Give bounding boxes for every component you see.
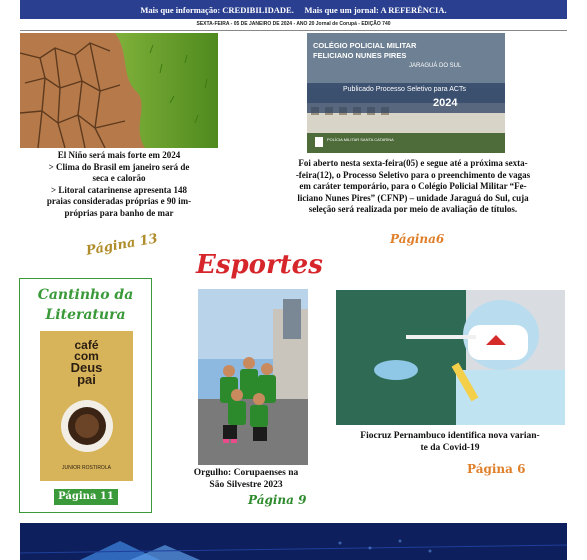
book-line2: com	[74, 349, 99, 363]
literatura-box[interactable]	[19, 278, 152, 513]
covid-caption	[328, 430, 572, 454]
image-city: JARAGUÁ DO SUL	[409, 63, 462, 69]
book-line4: pai	[77, 372, 96, 387]
colegio-image[interactable]	[307, 33, 505, 153]
page-ref-6-top[interactable]: Página6	[390, 232, 445, 246]
image-title-2: FELICIANO NUNES PIRES	[313, 51, 407, 60]
caption-line: -feira(12), o Processo Seletivo para o preenchimento de vagas	[295, 169, 531, 180]
section-title-esportes: Esportes	[196, 250, 323, 280]
book-author: JUNIOR ROSTIROLA	[62, 465, 111, 471]
caption-line: São Silvestre 2023	[209, 480, 283, 490]
page-ref-13[interactable]: Página 13	[85, 231, 159, 259]
caption-line: Fiocruz Pernambuco identifica nova varian-	[360, 431, 540, 441]
el-nino-image[interactable]	[20, 33, 218, 148]
image-title-1: COLÉGIO POLICIAL MILITAR	[313, 41, 417, 50]
sports-caption	[176, 467, 316, 491]
caption-line: praias consideradas próprias e 90 im-	[46, 196, 192, 206]
footer-band	[20, 523, 567, 560]
book-line3: Deus	[70, 360, 103, 375]
el-nino-caption	[20, 150, 218, 219]
slogan-right: Mais que um jornal: A REFERÊNCIA.	[304, 5, 447, 15]
caption-line: próprias para banho de mar	[64, 207, 174, 218]
dateline: SEXTA-FEIRA - 05 DE JANEIRO DE 2024 - ANO 20 Jornal de Corupá - EDIÇÃO 740	[196, 21, 391, 27]
covid-photo[interactable]	[336, 290, 565, 425]
page-ref-9[interactable]: Página 9	[248, 493, 307, 507]
caption-line: seleção será realizada por meio de avaliação de títulos.	[308, 204, 518, 214]
coffee-cup-icon	[56, 395, 118, 457]
caption-line: seca e calorão	[92, 173, 146, 183]
caption-line: > Clima do Brasil em janeiro será de	[48, 161, 190, 172]
image-subtitle: Publicado Processo Seletivo para ACTs	[343, 86, 466, 93]
page-ref-11[interactable]: Página 11	[54, 489, 118, 505]
divider	[20, 30, 567, 31]
image-logo-text: POLÍCIA MILITAR SANTA CATARINA	[327, 137, 394, 142]
caption-line: te da Covid-19	[420, 443, 480, 453]
caption-line: El Niño será mais forte em 2024	[57, 150, 181, 160]
image-year: 2024	[433, 97, 458, 109]
slogan-left: Mais que informação: CREDIBILIDADE.	[140, 5, 294, 15]
caption-line: liciano Nunes Pires” (CFNP) – unidade Jaraguá do Sul, cuja	[297, 192, 529, 203]
page-ref-6-bottom[interactable]: Página 6	[467, 462, 526, 476]
caption-line: > Litoral catarinense apresenta 148	[51, 184, 187, 195]
top-banner	[20, 0, 567, 19]
sports-photo[interactable]	[198, 289, 308, 465]
literatura-title-1: Cantinho da	[37, 287, 134, 303]
caption-line: Foi aberto nesta sexta-feira(05) e segue até a próxima sexta-	[298, 158, 528, 168]
caption-line: Orgulho: Corupaenses na	[193, 468, 299, 478]
caption-line: em caráter temporário, para o Colégio Policial Militar “Fe-	[299, 181, 527, 191]
book-cover[interactable]	[40, 331, 133, 481]
literatura-title-2: Literatura	[45, 307, 126, 323]
colegio-caption	[252, 158, 574, 216]
book-line1: café	[74, 338, 99, 352]
